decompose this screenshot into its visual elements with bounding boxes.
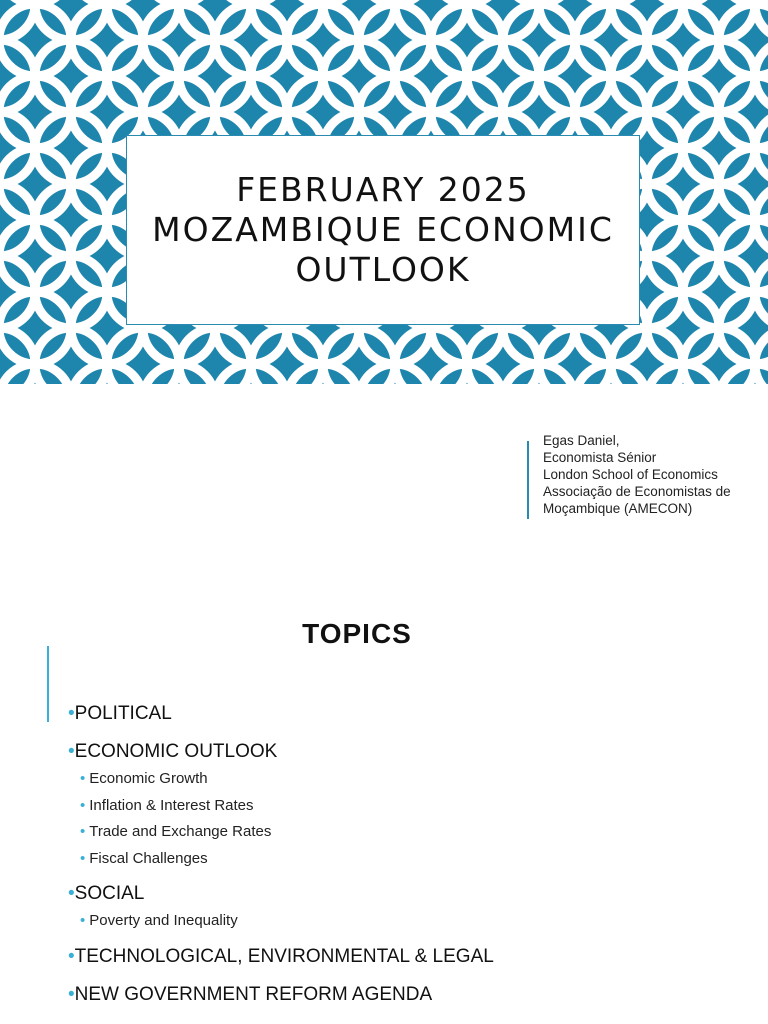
topic-label: TECHNOLOGICAL, ENVIRONMENTAL & LEGAL [74,945,494,967]
cover-slide [0,0,768,384]
bullet-icon: • [80,770,86,787]
title-box [126,135,640,325]
title-line-3: OUTLOOK [295,250,471,289]
bullet-icon: • [68,983,75,1005]
author-affiliation-2: Associação de Economistas de [543,484,731,499]
presentation-title [152,170,614,290]
topics-list [68,702,494,1007]
subtopic-label: Fiscal Challenges [89,849,208,867]
topics-heading: TOPICS [302,618,412,649]
topic-political [68,702,494,726]
topics-slide [0,600,768,1024]
author-info [527,433,731,519]
title-line-1: FEBRUARY 2025 [236,170,530,209]
bullet-icon: • [80,849,86,867]
topic-label: ECONOMIC OUTLOOK [74,741,278,762]
topic-label: POLITICAL [74,703,172,724]
accent-bar [47,646,49,722]
subtopic-economic-growth [80,766,494,793]
bullet-icon: • [80,912,86,929]
subtopic-poverty [80,908,494,935]
author-role: Economista Sénior [543,450,657,465]
author-affiliation-1: London School of Economics [543,467,718,482]
subtopic-label: Inflation & Interest Rates [89,796,254,814]
bullet-icon: • [68,883,75,904]
subtopic-label: Economic Growth [89,770,208,787]
subtopic-label: Trade and Exchange Rates [89,823,272,840]
subtopic-trade [80,819,494,846]
bullet-icon: • [68,703,75,724]
topic-technological [68,945,494,969]
bullet-icon: • [68,741,75,762]
author-name: Egas Daniel, [543,433,620,448]
topic-economic-outlook [68,740,494,764]
subtopic-inflation [80,793,494,820]
bullet-icon: • [68,945,75,967]
author-affiliation-3: Moçambique (AMECON) [543,501,693,516]
subtopic-label: Poverty and Inequality [89,912,238,929]
economic-subtopics [80,766,494,872]
bullet-icon: • [80,823,86,840]
topic-label: SOCIAL [74,883,145,904]
social-subtopics [80,908,494,935]
subtopic-fiscal [80,846,494,873]
title-line-2: MOZAMBIQUE ECONOMIC [152,210,614,249]
bullet-icon: • [80,796,86,814]
topic-social [68,882,494,906]
topic-reform-agenda [68,983,494,1007]
topic-label: NEW GOVERNMENT REFORM AGENDA [74,983,433,1005]
